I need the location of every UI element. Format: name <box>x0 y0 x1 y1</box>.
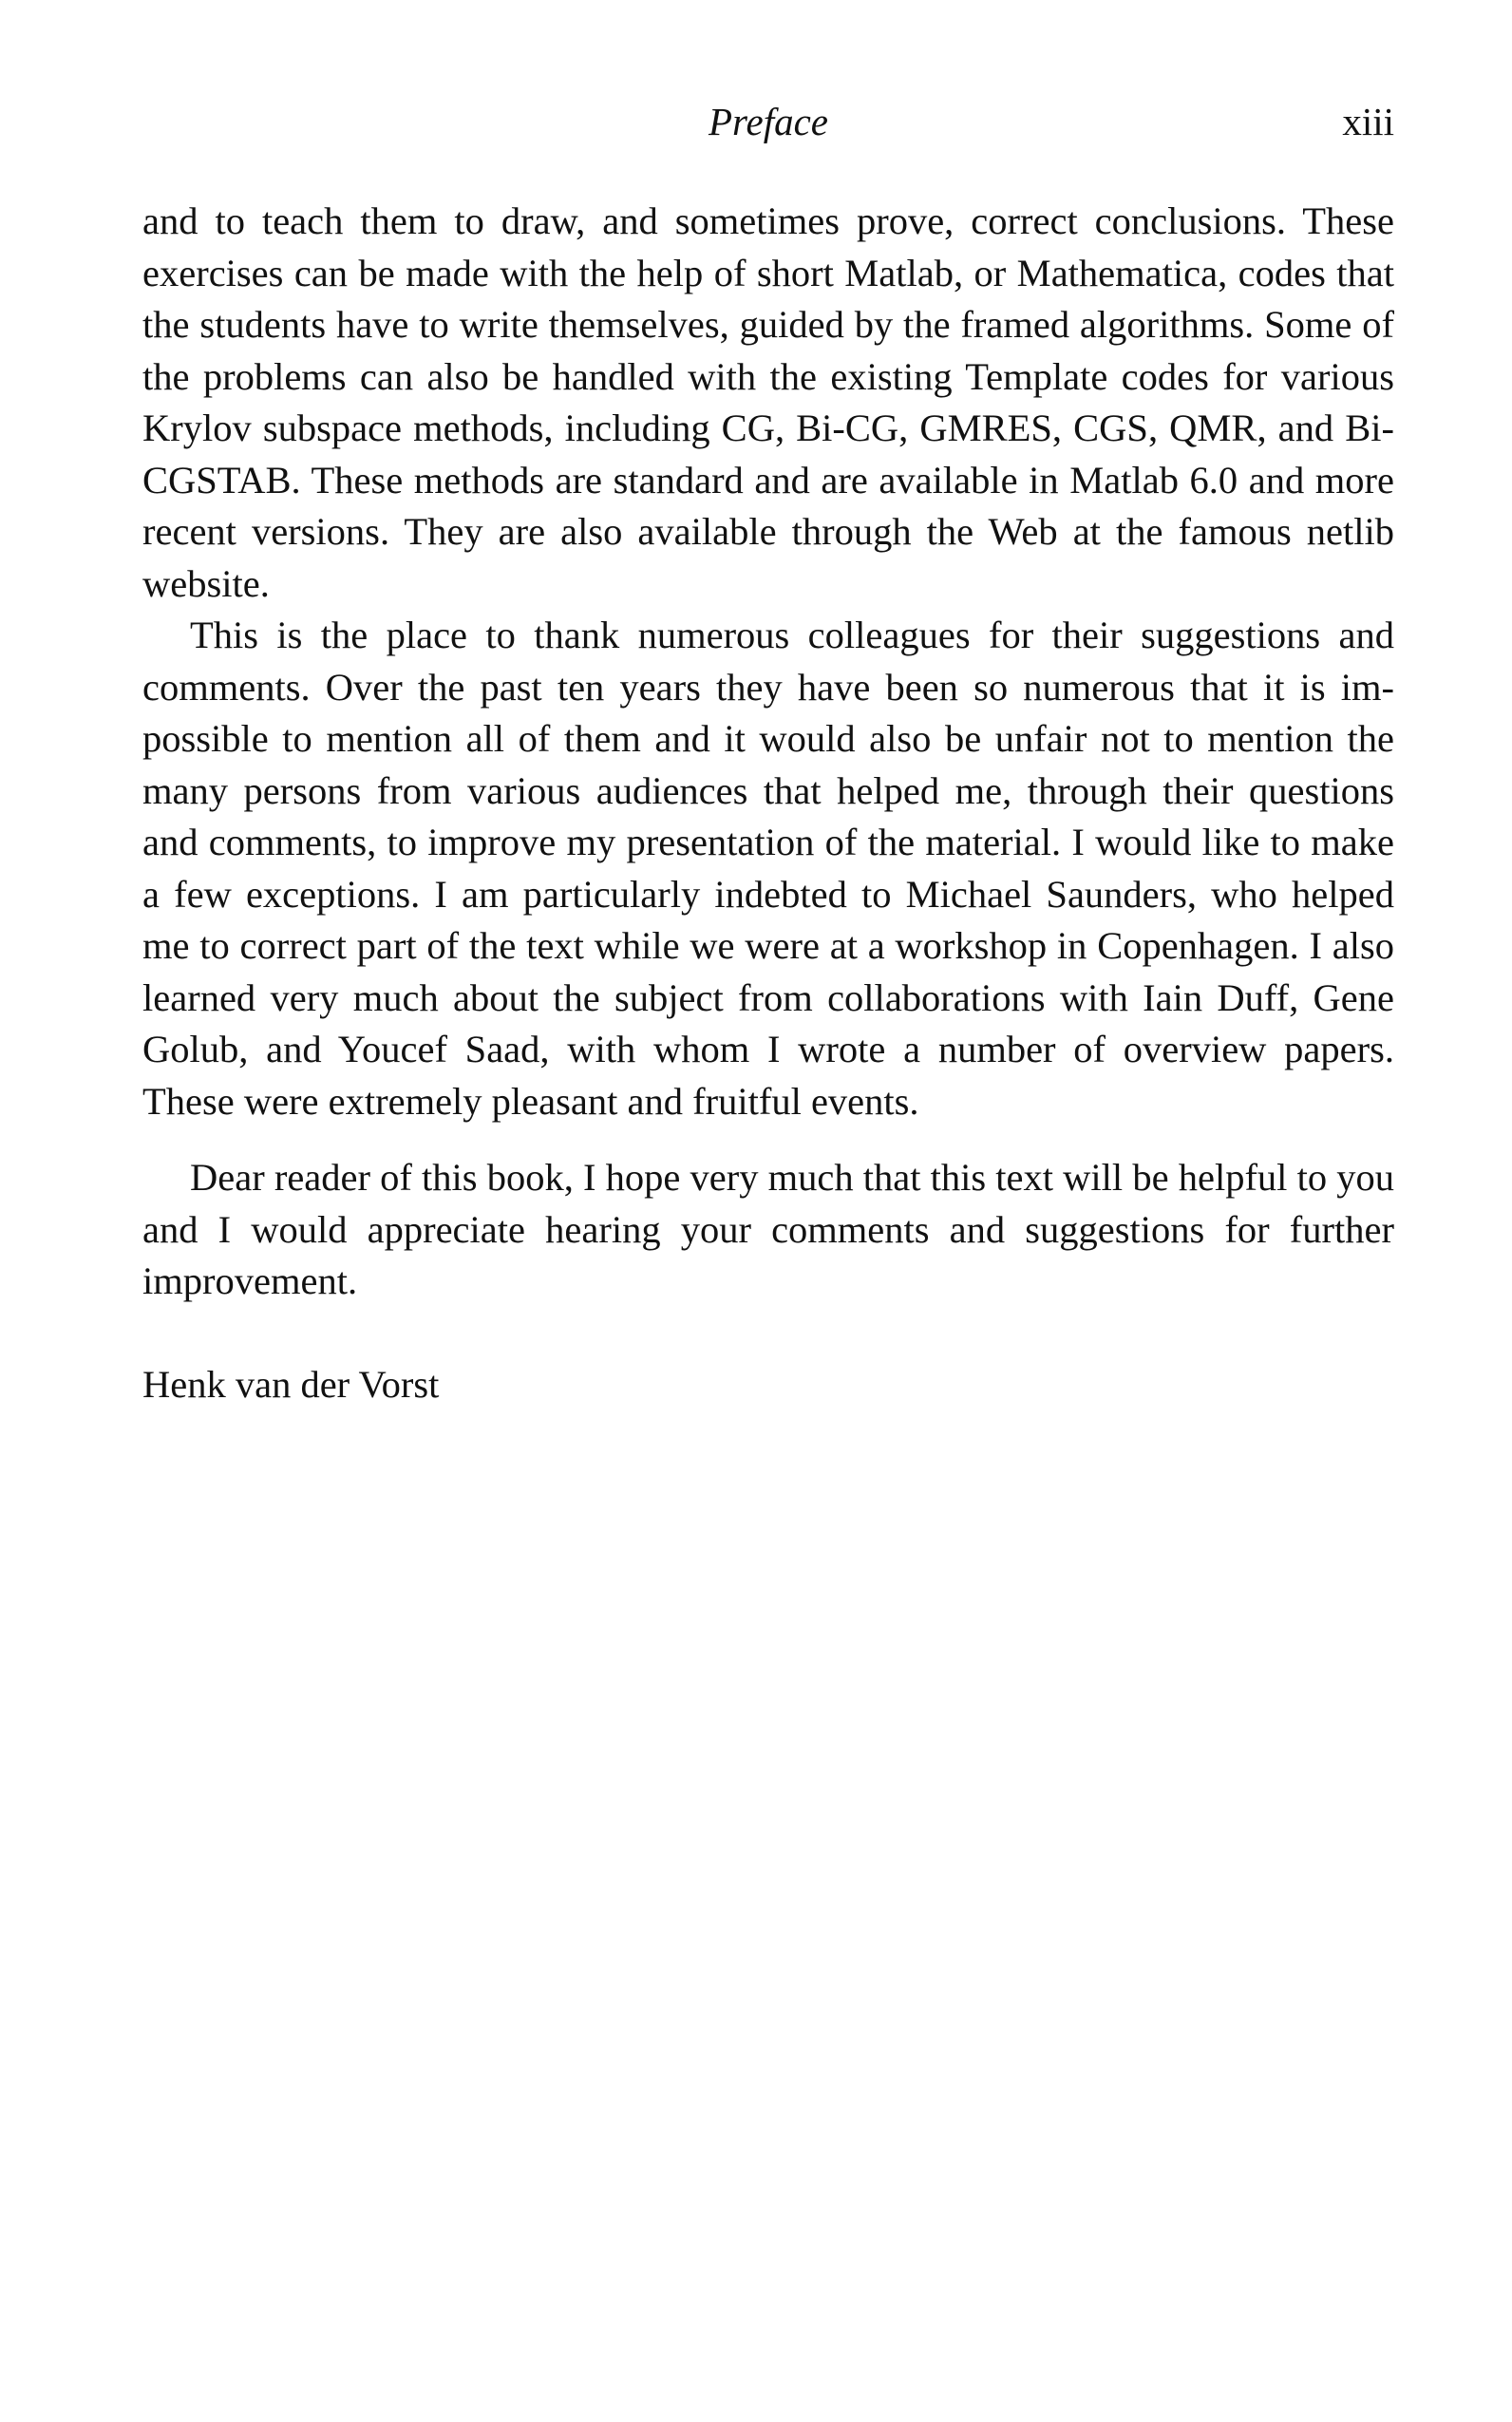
author-signature: Henk van der Vorst <box>142 1362 440 1406</box>
page-number: xiii <box>1342 100 1394 143</box>
paragraph-acknowledgements: This is the place to thank numerous colleagues for their suggestions and comments. Over the past ten years they have been so numerous that it is impossible to mention all of them and it would also be unfair not to mention the many persons from various audiences that helped me, through their questions and comments, to improve my presentation of the material. I would like to make a few exceptions. I am particularly indebted to Michael Saunders, who helped me to correct part of the text while we were at a workshop in Copenhagen. I also learned very much about the subject from collaborations with Iain Duff, Gene Golub, and Youcef Saad, with whom I wrote a number of overview papers. These were extremely pleasant and fruitful events. <box>142 614 1394 1123</box>
running-head <box>142 93 1394 150</box>
paragraph-continuation: and to teach them to draw, and sometimes prove, correct conclusions. These exercises can be made with the help of short Matlab, or Mathematica, codes that the students have to write themselves, guided by the framed algorithms. Some of the problems can also be handled with the existing Template codes for various Krylov subspace methods, including CG, Bi-CG, GMRES, CGS, QMR, and Bi-CGSTAB. These methods are standard and are available in Matlab 6.0 and more recent versions. They are also available through the Web at the famous netlib website. <box>142 199 1394 605</box>
body-text <box>142 196 1394 1410</box>
running-title: Preface <box>709 100 828 143</box>
paragraph-reader-note: Dear reader of this book, I hope very much that this text will be helpful to you and I would appreciate hearing your comments and suggestions for further improvement. <box>142 1156 1394 1302</box>
